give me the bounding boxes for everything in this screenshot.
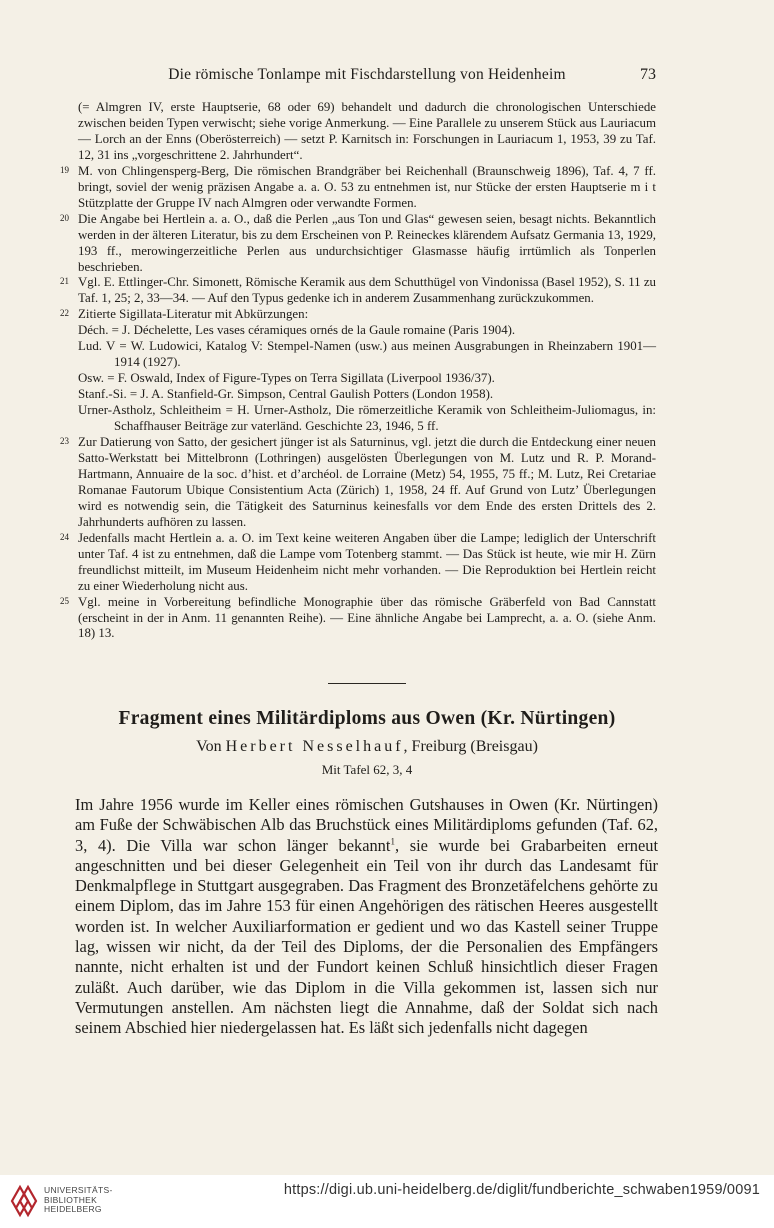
source-url-link[interactable]: https://digi.ub.uni-heidelberg.de/diglit/fundberichte_schwaben1959/0091 xyxy=(283,1182,760,1198)
section-divider xyxy=(328,683,406,684)
abbreviation-entry: Osw. = F. Oswald, Index of Figure-Types on Terra Sigillata (Liverpool 1936/37). xyxy=(78,371,495,386)
footnote-text: Zitierte Sigillata-Literatur mit Abkürzungen: xyxy=(78,307,309,322)
page-number: 73 xyxy=(640,66,656,83)
library-logo-icon xyxy=(8,1181,40,1219)
footnote-text: Zur Datierung von Satto, der gesichert jünger ist als Saturninus, vgl. jetzt die durch die Entdeckung einer neuen Satto-Werkstatt bei Mittelbronn (Lothringen) ausgelösten Überlegungen von M. Lutz und R. P. Morand-Hartmann, Annuaire de la soc. d’hist. et d’archéol. de Lorraine (Metz) 54, 1955, 75 ff.; M. Lutz, Rei Cretariae Romanae Fautorum Ubique Consistentium Acta (Zürich) 1, 1958, 24 ff. Auf Grund von Lutz’ Überlegungen wird es notwendig sein, die Tätigkeit des Saturninus keinesfalls vor dem Ende des ersten Drittels des 2. Jahrhunderts aufhören zu lassen. xyxy=(78,435,656,529)
footnote-number: 23 xyxy=(60,436,69,447)
footnote-21 xyxy=(60,275,656,307)
footnote-number: 22 xyxy=(60,308,69,319)
footnote-25 xyxy=(60,594,656,643)
running-header xyxy=(78,66,656,84)
footnotes xyxy=(60,100,656,642)
abbreviation-entry: Lud. V = W. Ludowici, Katalog V: Stempel-Namen (usw.) aus meinen Ausgrabungen in Rheinzabern 1901—1914 (1927). xyxy=(78,339,656,370)
footnote-text: Vgl. meine in Vorbereitung befindliche Monographie über das römische Gräberfeld von Bad Cannstatt (erscheint in der in Anm. 11 genannten Reihe). — Eine ähnliche Angabe bei Lamprecht, a. a. O. (siehe Anm. 18) 13. xyxy=(78,594,656,641)
footnote-number: 20 xyxy=(60,212,69,223)
footer-bar xyxy=(0,1175,774,1228)
plate-reference: Mit Tafel 62, 3, 4 xyxy=(321,762,413,777)
footnote-20 xyxy=(60,211,656,276)
footnote-number: 25 xyxy=(60,595,69,606)
article-body: Im Jahre 1956 wurde im Keller eines römischen Gutshauses in Owen (Kr. Nürtingen) am Fuße der Schwäbischen Alb das Bruchstück eines Militärdiploms gefunden (Taf. 62, 3, 4). Die Villa war schon länger bekannt$^1$, sie wurde bei Grabarbeiten erneut angeschnitten und bei dieser Gelegenheit ein Teil von ihr durch das Landesamt für Denkmalpflege in Stuttgart ausgegraben. Das Fragment des Bronzetäfelchens gehörte zu einem Diplom, das im Jahre 153 für einen Angehörigen des rätischen Heeres ausgestellt worden ist. In welcher Auxiliarformation er gedient und wo das Kastell seiner Truppe lag, wissen wir nicht, da der Teil des Diploms, der die Personalien des Empfängers nannte, nicht erhalten ist und der Fundort keinen Schluß hinsichtlich dieser Fragen zuläßt. Auch darüber, wie das Diplom in die Villa gekommen ist, lassen sich nur Vermutungen anstellen. Am nächsten liegt die Annahme, daß der Soldat sich nach seinem Abschied hier niedergelassen hat. Es läßt sich jedenfalls nicht dagegen xyxy=(75,795,658,1038)
footnote-24 xyxy=(60,530,656,595)
abbreviation-entry: Déch. = J. Déchelette, Les vases céramiques ornés de la Gaule romaine (Paris 1904). xyxy=(78,323,516,338)
footnote-reference[interactable]: 1 xyxy=(390,836,395,847)
footnote-continuation: (= Almgren IV, erste Hauptserie, 68 oder 69) behandelt und dadurch die chronologischen Unterschiede zwischen beiden Typen verwischt; siehe vorige Anmerkung. — Eine Parallele zu unserem Stück aus Lauriacum — Lorch an der Enns (Oberösterreich) — setzt P. Karnitsch in: Forschungen in Lauriacum 1, 1953, 39 zu Taf. 12, 31 ins „vorgeschrittene 2. Jahrhundert“. xyxy=(78,100,656,162)
library-name: UNIVERSITÄTS- BIBLIOTHEK HEIDELBERG xyxy=(44,1185,113,1214)
footnote-number: 19 xyxy=(60,164,69,175)
article-title: Fragment eines Militärdiploms aus Owen (Kr. Nürtingen) xyxy=(118,708,616,729)
footnote-22 xyxy=(60,307,656,435)
author-name: Herbert Nesselhauf xyxy=(225,738,404,755)
byline xyxy=(78,738,656,756)
footnote-number: 21 xyxy=(60,276,69,287)
byline-prefix: Von xyxy=(196,738,222,755)
abbreviation-entry: Urner-Astholz, Schleitheim = H. Urner-Astholz, Die römerzeitliche Keramik von Schleitheim-Juliomagus, in: Schaffhauser Beiträge zur vaterländ. Geschichte 23, 1946, 5 ff. xyxy=(78,403,656,434)
footnote-19 xyxy=(60,163,656,212)
running-title: Die römische Tonlampe mit Fischdarstellung von Heidenheim xyxy=(168,66,566,83)
footnote-23 xyxy=(60,435,656,531)
footnote-text: Vgl. E. Ettlinger-Chr. Simonett, Römische Keramik aus dem Schutthügel von Vindonissa (Basel 1952), S. 11 zu Taf. 1, 25; 2, 33—34. — Auf den Typus gedenke ich in anderem Zusammenhang zurückzukommen. xyxy=(78,275,656,306)
footnote-text: Die Angabe bei Hertlein a. a. O., daß die Perlen „aus Ton und Glas“ gewesen seien, besagt nichts. Bekanntlich werden in der älteren Literatur, bis zu dem Erscheinen von P. Reineckes klärendem Aufsatz Germania 13, 1929, 193 ff., merowingerzeitliche Perlen aus undurchsichtiger Glasmasse häufig irrtümlich als Tonperlen beschrieben. xyxy=(78,211,656,274)
abbreviation-entry: Stanf.-Si. = J. A. Stanfield-Gr. Simpson, Central Gaulish Potters (London 1958). xyxy=(78,387,494,402)
footnote-text: M. von Chlingensperg-Berg, Die römischen Brandgräber bei Reichenhall (Braunschweig 1896), Taf. 4, 7 ff. bringt, soviel der wenig präzisen Angabe a. a. O. 53 zu entnehmen ist, nur Stücke der ersten Hauptserie m i t Stützplatte der Gruppe IV nach Almgren oder verwandte Formen. xyxy=(78,163,656,210)
footnote-number: 24 xyxy=(60,531,69,542)
author-affiliation: , Freiburg (Breisgau) xyxy=(403,738,538,755)
footnote-text: Jedenfalls macht Hertlein a. a. O. im Text keine weiteren Angaben über die Lampe; lediglich der Unterschrift unter Taf. 4 ist zu entnehmen, daß die Lampe vom Totenberg stammt. — Das Stück ist heute, wie mir H. Zürn freundlichst mitteilt, im Museum Heidenheim nicht mehr vorhanden. — Die Reproduktion bei Hertlein reicht zu einer Wiederholung nicht aus. xyxy=(78,530,656,593)
